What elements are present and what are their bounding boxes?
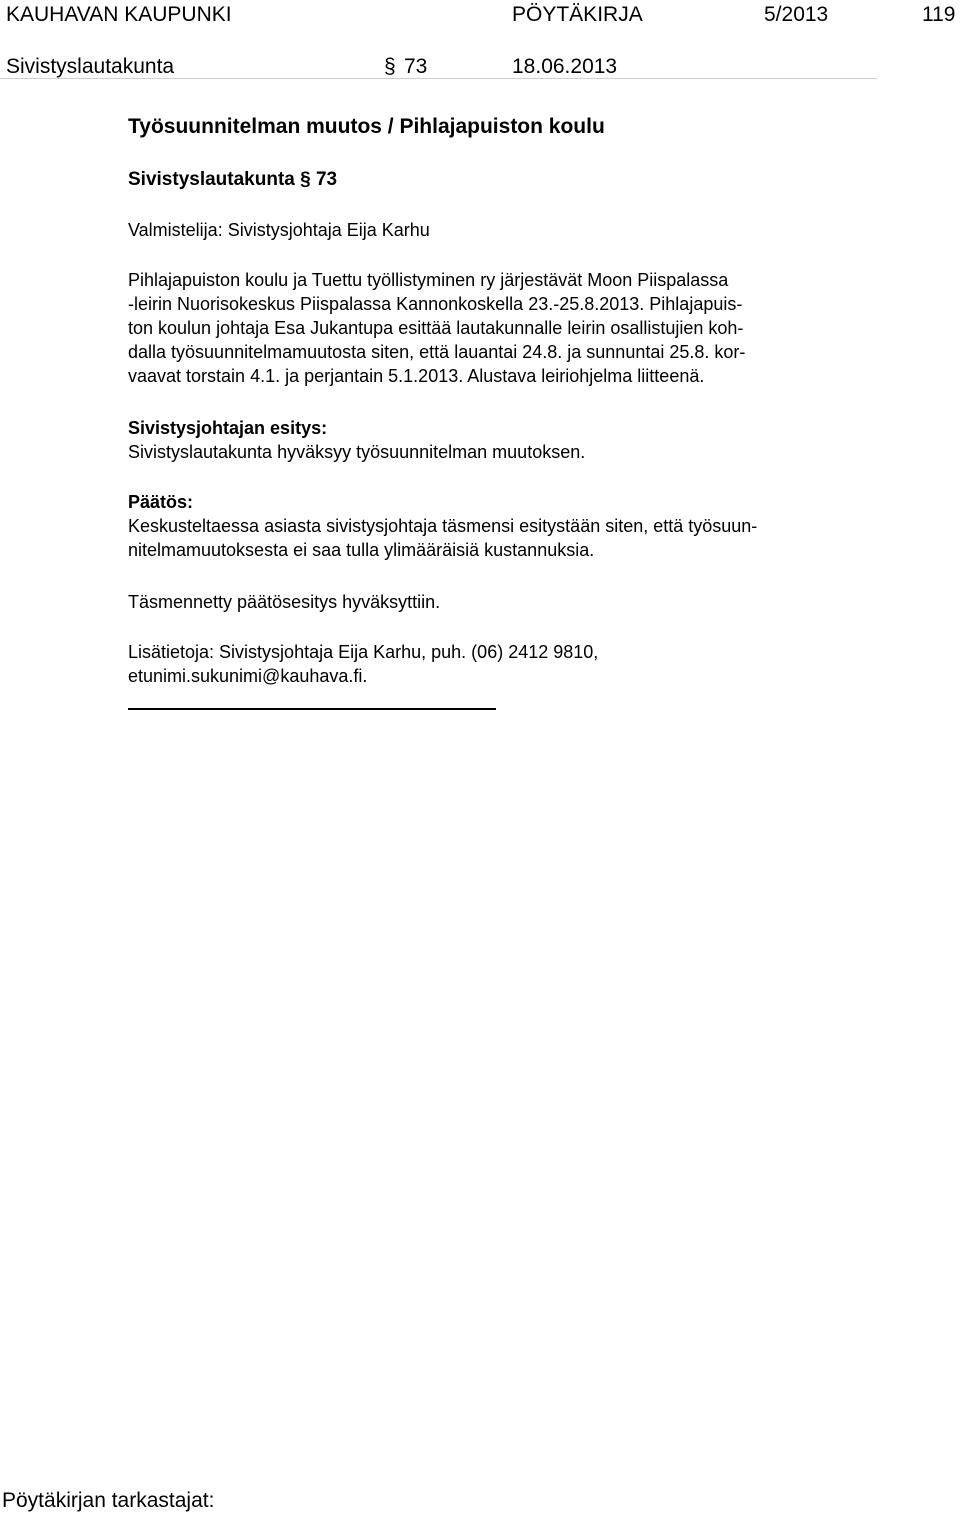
intro-line: dalla työsuunnitelmamuutosta siten, että lauantai 24.8. ja sunnuntai 25.8. kor- [128, 342, 746, 362]
decision-block [128, 490, 868, 562]
intro-line: Pihlajapuiston koulu ja Tuettu työllistyminen ry järjestävät Moon Piispalassa [128, 270, 729, 290]
contact-email: etunimi.sukunimi@kauhava.fi. [128, 666, 368, 686]
proposal-block [128, 416, 868, 464]
intro-line: vaavat torstain 4.1. ja perjantain 5.1.2013. Alustava leiriohjelma liitteenä. [128, 366, 705, 386]
section-heading: Sivistyslautakunta § 73 [128, 169, 338, 190]
meeting-date: 18.06.2013 [512, 55, 618, 78]
document-type: PÖYTÄKIRJA [512, 3, 643, 26]
preparer-line: Valmistelija: Sivistysjohtaja Eija Karhu [128, 220, 430, 240]
decision-line: nitelmamuutoksesta ei saa tulla ylimääräisiä kustannuksia. [128, 540, 595, 560]
decision-result: Täsmennetty päätösesitys hyväksyttiin. [128, 592, 441, 612]
decision-line: Keskusteltaessa asiasta sivistysjohtaja täsmensi esitystään siten, että työsuun- [128, 516, 758, 536]
contact-block [128, 640, 868, 688]
proposal-label: Sivistysjohtajan esitys: [128, 418, 328, 438]
reviewers-label: Pöytäkirjan tarkastajat: [2, 1489, 215, 1512]
page-number: 119 [922, 3, 956, 26]
intro-line: ton koulun johtaja Esa Jukantupa esittää lautakunnalle leirin osallistujien koh- [128, 318, 744, 338]
organization-name: KAUHAVAN KAUPUNKI [6, 3, 232, 26]
board-name: Sivistyslautakunta [6, 55, 175, 78]
intro-line: -leirin Nuorisokeskus Piispalassa Kannonkoskella 23.-25.8.2013. Pihlajapuis- [128, 294, 743, 314]
section-symbol: § [384, 55, 396, 78]
issue-number: 5/2013 [764, 3, 829, 26]
header-divider [0, 78, 877, 79]
proposal-text: Sivistyslautakunta hyväksyy työsuunnitelman muutoksen. [128, 442, 586, 462]
decision-label: Päätös: [128, 492, 194, 512]
section-number: 73 [404, 55, 428, 78]
contact-line: Lisätietoja: Sivistysjohtaja Eija Karhu, puh. (06) 2412 9810, [128, 642, 599, 662]
intro-paragraph [128, 268, 868, 388]
end-rule [128, 708, 496, 710]
document-title: Työsuunnitelman muutos / Pihlajapuiston koulu [128, 115, 605, 138]
